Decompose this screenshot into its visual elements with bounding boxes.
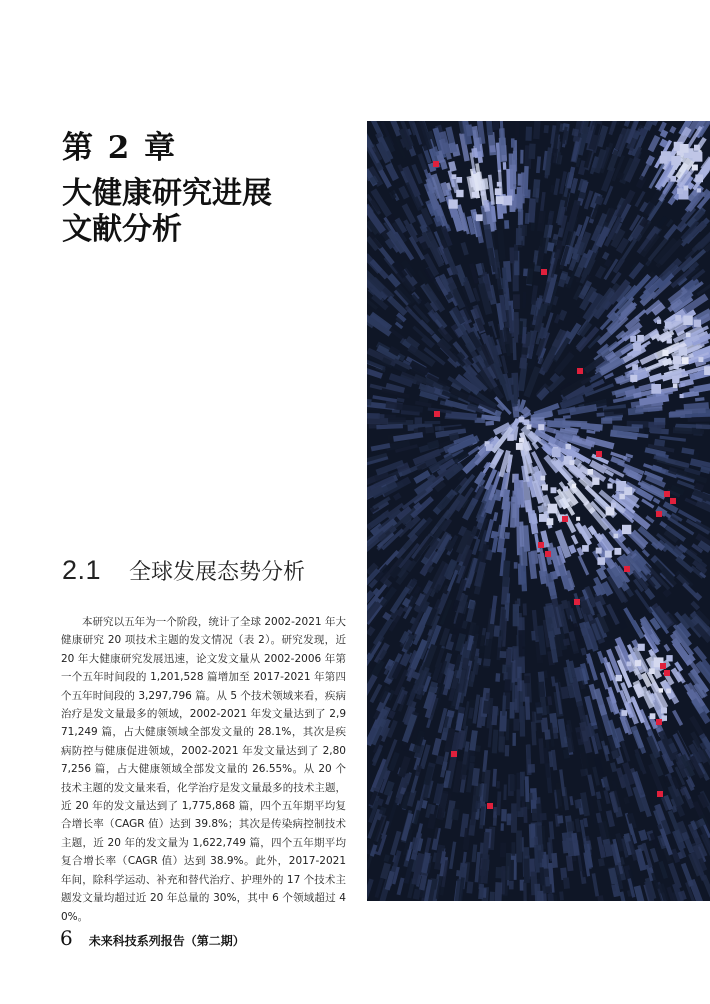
series-title: 未来科技系列报告（第二期） <box>88 934 245 948</box>
section-title: 全球发展态势分析 <box>129 560 306 585</box>
page-number: 6 <box>60 926 73 950</box>
cover-image <box>367 121 710 901</box>
chapter-title <box>62 176 352 248</box>
voxel-art-graphic <box>367 121 710 901</box>
chapter-title-line-1: 大健康研究进展 <box>62 176 272 211</box>
page-footer <box>60 926 245 950</box>
section-heading <box>62 555 305 589</box>
section-number: 2.1 <box>62 555 102 585</box>
chapter-label: 第 2 章 <box>62 130 178 166</box>
body-paragraph: 本研究以五年为一个阶段，统计了全球 2002-2021 年大健康研究 20 项技术主题的发文情况（表 2）。研究发现，近 20 年大健康研究发展迅速，论文发文量从 2002-2006 年第一个五年时间段的 1,201,528 篇增加至 2017-2021 年第四个五年时间段的 3,297,796 篇。从 5 个技术领域来看，疾病治疗是发文量最多的领域，2002-2021 年发文量达到了 2,971,249 篇，占大健康领域全部发文量的 28.1%，其次是疾病防控与健康促进领域，2002-2021 年发文量达到了 2,807,256 篇，占大健康领域全部发文量的 26.55%。从 20 个技术主题的发文量来看，化学治疗是发文量最多的技术主题，近 20 年的发文量达到了 1,775,868 篇，四个五年期平均复合增长率（CAGR 值）达到 39.8%；其次是传染病控制技术主题，近 20 年的发文量为 1,622,749 篇，四个五年期平均复合增长率（CAGR 值）达到 38.9%。此外，2017-2021 年间，除科学运动、补充和替代治疗、护理外的 17 个技术主题发文量均超过近 20 年总量的 30%，其中 6 个领域超过 40%。 <box>61 616 346 923</box>
chapter-title-line-2: 文献分析 <box>62 212 182 247</box>
